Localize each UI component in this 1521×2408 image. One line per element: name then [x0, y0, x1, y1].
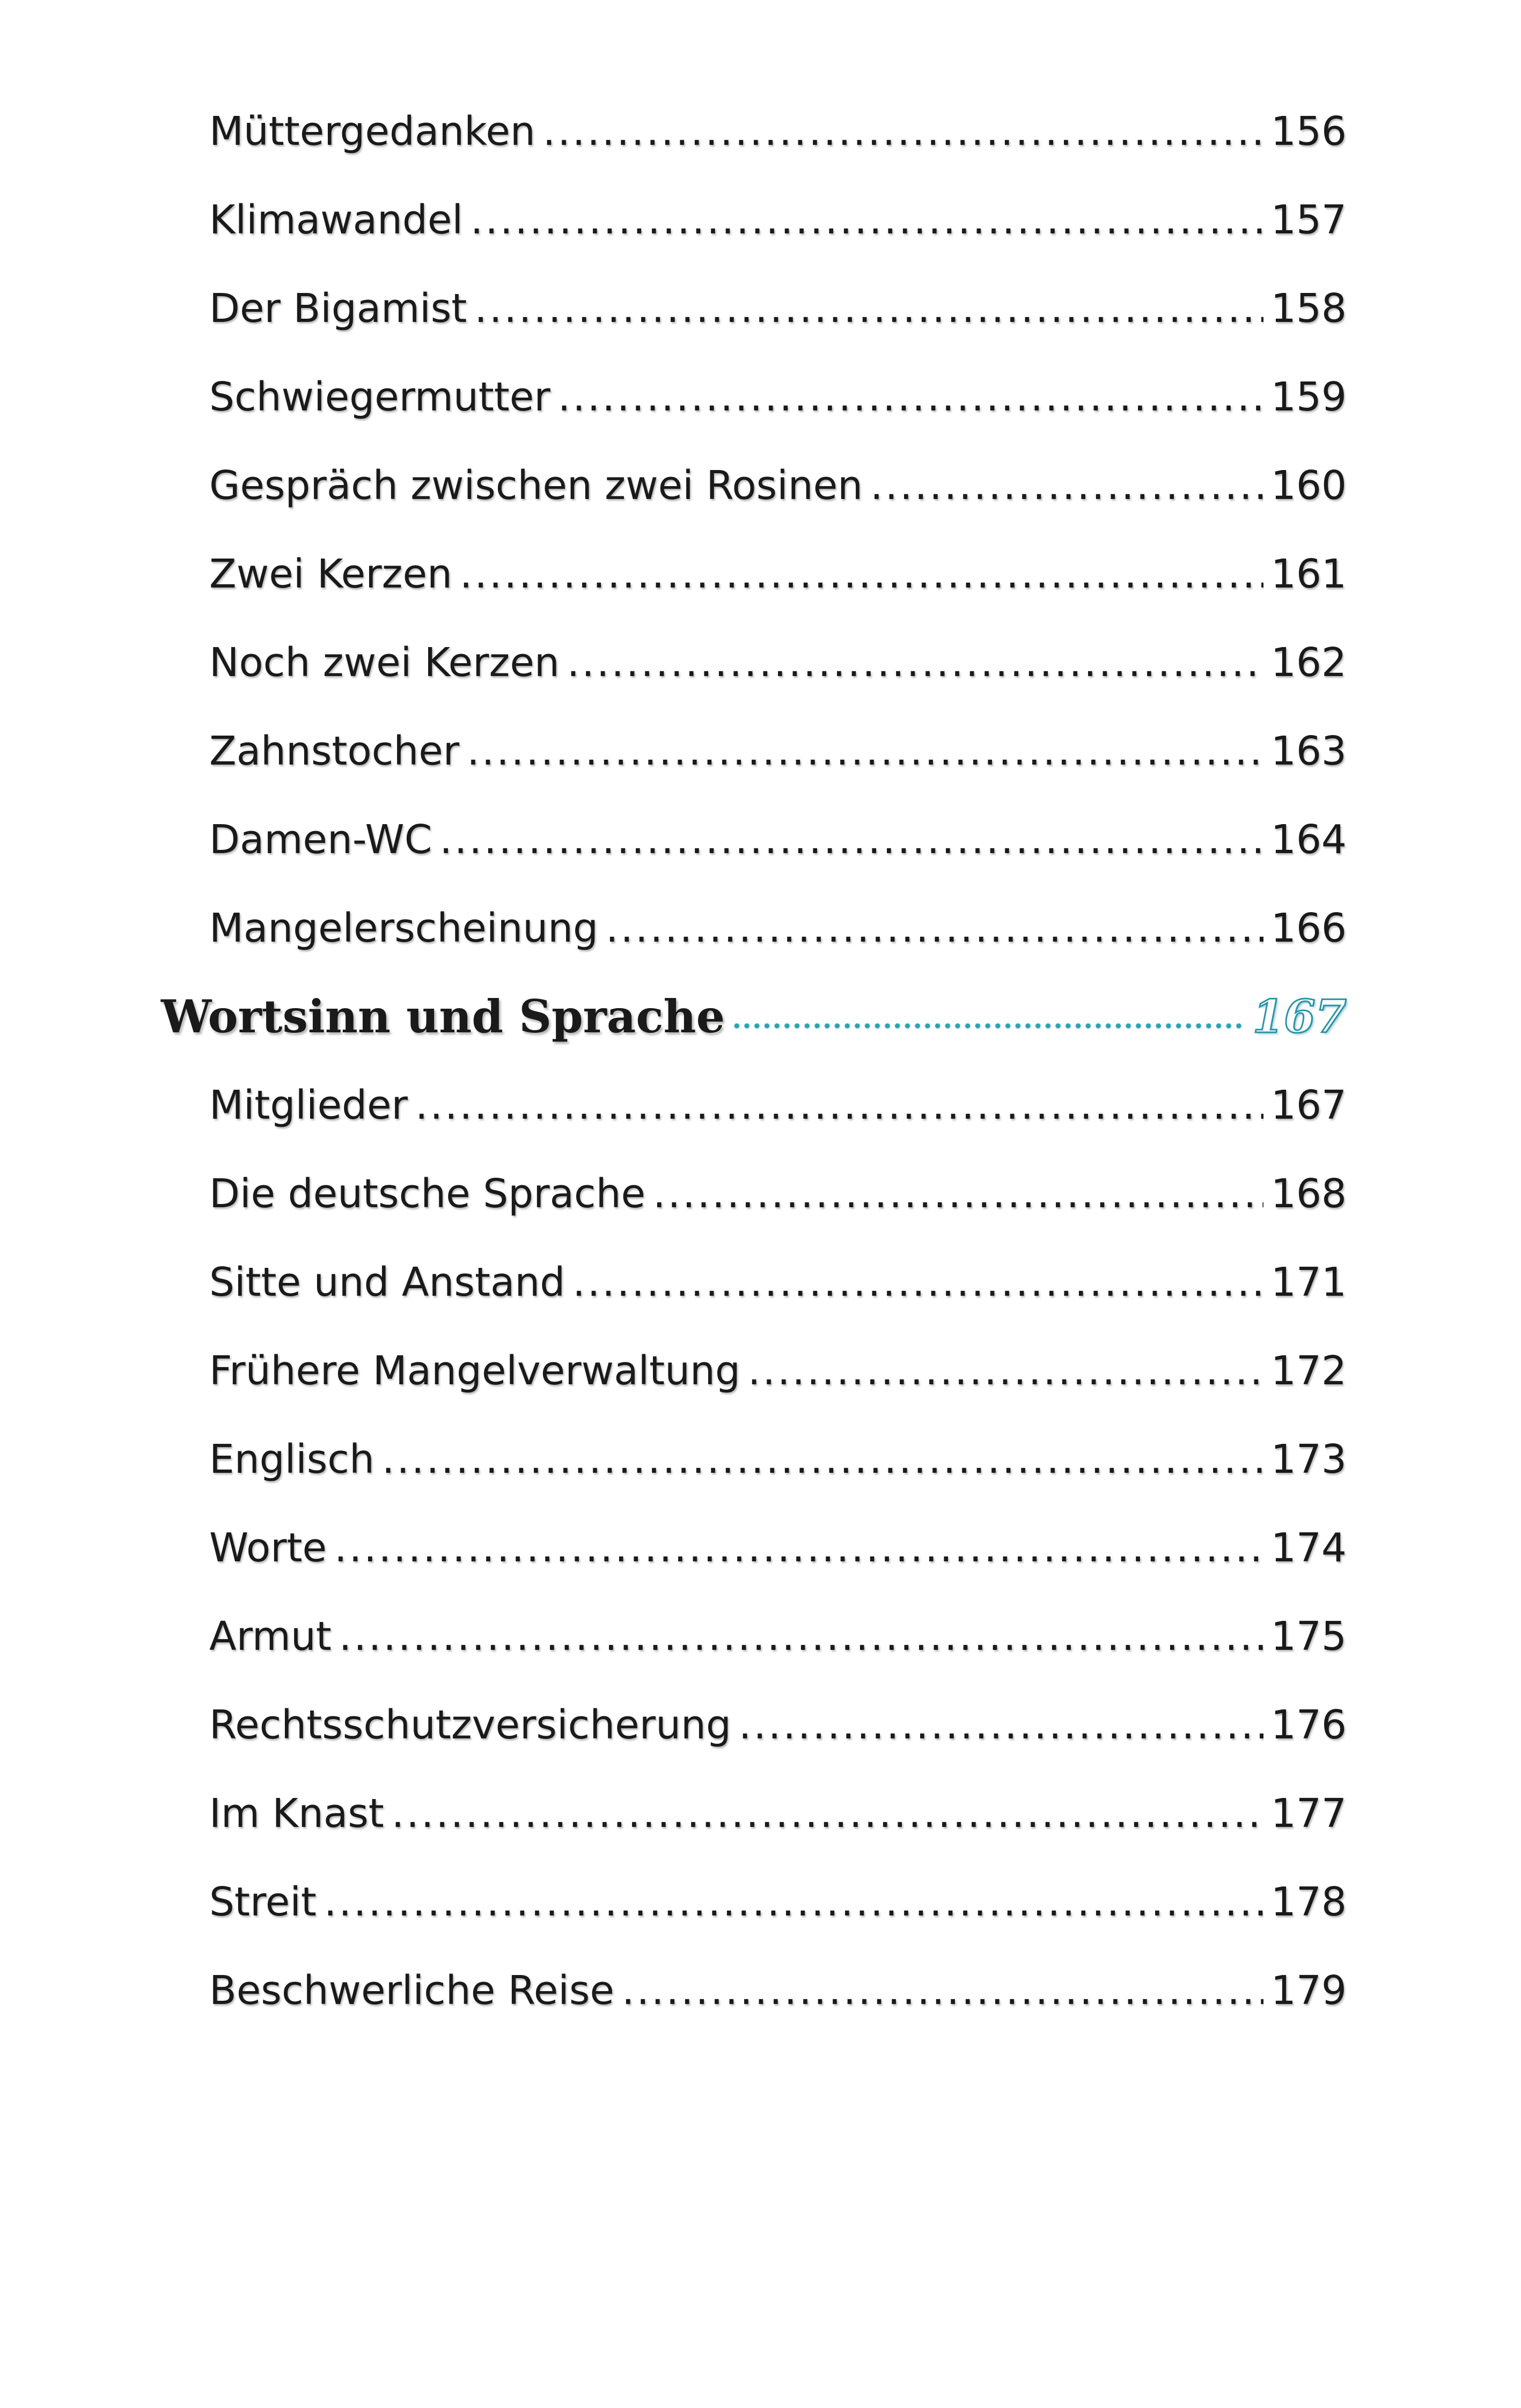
toc-entry-title: Müttergedanken	[209, 108, 535, 155]
toc-entry-title: Klimawandel	[209, 197, 463, 243]
toc-dot-leader	[339, 1607, 1263, 1666]
toc-entry-title: Mangelerscheinung	[209, 905, 599, 951]
toc-entry[interactable]	[209, 899, 1347, 958]
toc-entry-title: Der Bigamist	[209, 285, 467, 332]
toc-dot-leader	[324, 1873, 1263, 1932]
toc-dot-leader	[392, 1784, 1263, 1843]
toc-dot-leader	[567, 633, 1263, 692]
toc-entry-title: Die deutsche Sprache	[209, 1171, 646, 1217]
toc-dot-leader	[382, 1430, 1263, 1489]
toc-page-number: 164	[1270, 817, 1347, 863]
toc-dot-leader	[460, 545, 1263, 604]
toc-dot-leader	[748, 1341, 1263, 1400]
toc-chapter-title: Wortsinn und Sprache	[161, 990, 725, 1043]
toc-dot-leader	[415, 1076, 1263, 1135]
toc-entry-title: Im Knast	[209, 1790, 384, 1837]
toc-entry-title: Worte	[209, 1525, 327, 1571]
toc-entry[interactable]	[209, 368, 1347, 427]
toc-page-number: 171	[1270, 1259, 1347, 1305]
toc-entry-title: Noch zwei Kerzen	[209, 640, 560, 686]
toc-entry-title: Zahnstocher	[209, 728, 460, 774]
toc-page-number: 166	[1270, 905, 1347, 951]
toc-entry-title: Zwei Kerzen	[209, 551, 452, 597]
toc-page-number: 156	[1270, 108, 1347, 155]
toc-entry[interactable]	[209, 102, 1347, 161]
toc-dot-leader	[474, 279, 1263, 338]
toc-page-number: 163	[1270, 728, 1347, 774]
toc-dot-leader	[467, 722, 1263, 781]
toc-chapter-page-number: 167	[1252, 990, 1347, 1043]
toc-entry[interactable]	[209, 1430, 1347, 1489]
toc-page-number: 161	[1270, 551, 1347, 597]
toc-page-number: 162	[1270, 640, 1347, 686]
toc-entry[interactable]	[209, 722, 1347, 781]
toc-page-number: 175	[1270, 1613, 1347, 1660]
toc-entry-title: Rechtsschutzversicherung	[209, 1702, 731, 1748]
toc-entry-title: Armut	[209, 1613, 332, 1660]
toc-entry[interactable]	[209, 633, 1347, 692]
toc-entry-title: Streit	[209, 1879, 317, 1925]
toc-page-number: 160	[1270, 462, 1347, 509]
toc-page-number: 177	[1270, 1790, 1347, 1837]
toc-entry[interactable]	[209, 1784, 1347, 1843]
toc-dot-leader	[543, 102, 1263, 161]
toc-entry-title: Damen-WC	[209, 817, 432, 863]
toc-dot-leader	[334, 1518, 1263, 1577]
toc-entry-title: Sitte und Anstand	[209, 1259, 565, 1305]
toc-dot-leader	[558, 368, 1263, 427]
toc-dot-leader	[439, 810, 1263, 869]
toc-page-number: 179	[1270, 1967, 1347, 2014]
toc-dot-leader	[653, 1164, 1263, 1223]
toc-page-number: 167	[1270, 1082, 1347, 1128]
toc-dot-leader	[572, 1253, 1263, 1312]
toc-entry-title: Schwiegermutter	[209, 374, 550, 420]
toc-entry[interactable]	[209, 1341, 1347, 1400]
toc-entry[interactable]	[209, 1607, 1347, 1666]
toc-entry[interactable]	[209, 279, 1347, 338]
toc-dot-leader	[471, 190, 1263, 249]
toc-chapter-heading[interactable]	[161, 987, 1347, 1046]
toc-entry[interactable]	[209, 1164, 1347, 1223]
toc-dot-leader	[739, 1695, 1263, 1754]
toc-page-number: 178	[1270, 1879, 1347, 1925]
toc-entry[interactable]	[209, 1873, 1347, 1932]
toc-page-number: 159	[1270, 374, 1347, 420]
toc-page-number: 172	[1270, 1348, 1347, 1394]
toc-entry-title: Englisch	[209, 1436, 374, 1482]
toc-entry[interactable]	[209, 1253, 1347, 1312]
toc-page-number: 173	[1270, 1436, 1347, 1482]
toc-entry-title: Frühere Mangelverwaltung	[209, 1348, 740, 1394]
toc-entry[interactable]	[209, 456, 1347, 515]
toc-entry[interactable]	[209, 190, 1347, 249]
toc-entry-title: Mitglieder	[209, 1082, 408, 1128]
toc-entry[interactable]	[209, 1518, 1347, 1577]
toc-entry[interactable]	[209, 1695, 1347, 1754]
toc-dot-leader	[606, 899, 1263, 958]
toc-dot-leader	[622, 1961, 1263, 2020]
toc-page-number: 174	[1270, 1525, 1347, 1571]
toc-page-number: 168	[1270, 1171, 1347, 1217]
toc-entry-title: Beschwerliche Reise	[209, 1967, 614, 2014]
toc-entry-title: Gespräch zwischen zwei Rosinen	[209, 462, 863, 509]
toc-page-number: 176	[1270, 1702, 1347, 1748]
toc-page-number: 158	[1270, 285, 1347, 332]
toc-entry[interactable]	[209, 1076, 1347, 1135]
toc-entry[interactable]	[209, 1961, 1347, 2020]
toc-page-number: 157	[1270, 197, 1347, 243]
toc-dot-leader	[870, 456, 1263, 515]
toc-dot-leader	[732, 987, 1245, 1046]
toc-entry[interactable]	[209, 545, 1347, 604]
toc-entry[interactable]	[209, 810, 1347, 869]
